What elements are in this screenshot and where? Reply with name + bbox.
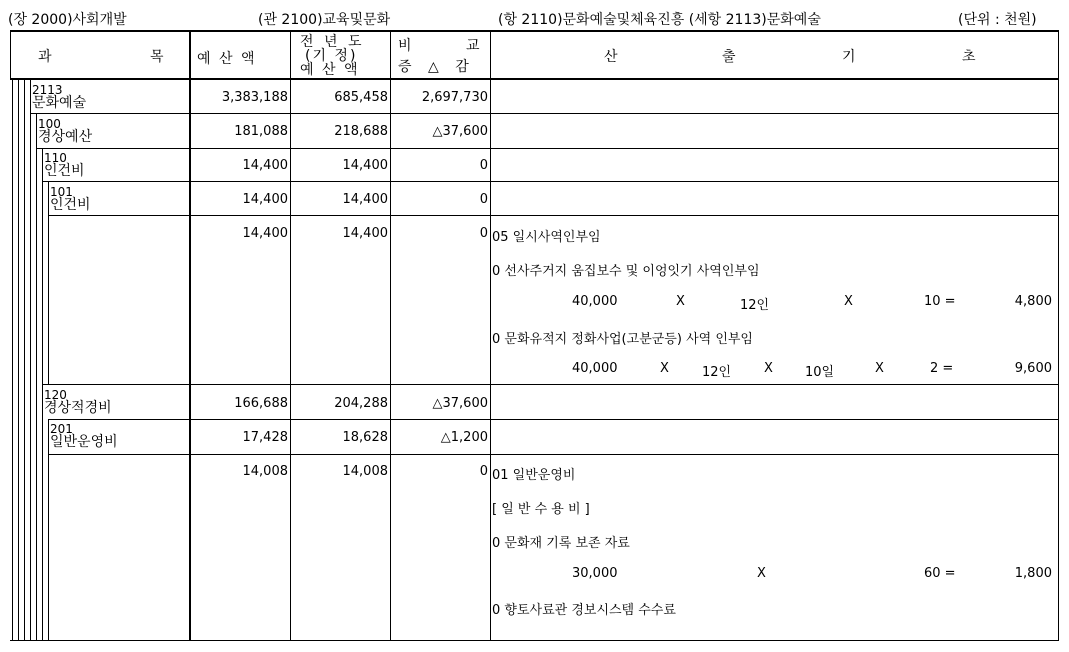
- row-name: 문화예술: [32, 95, 87, 111]
- basis-line: 0 선사주거지 움집보수 및 이엉잇기 사역인부임: [492, 264, 760, 279]
- basis-calc-value: 2 =: [930, 361, 954, 376]
- header-prev-3: 예 산 액: [300, 62, 360, 78]
- row-prev: 14,400: [342, 192, 388, 207]
- basis-calc-total: 1,800: [1014, 566, 1052, 581]
- row-prev: 14,400: [342, 226, 388, 241]
- hang-label: (항 2110)문화예술및체육진흥 (세항 2113)문화예술: [498, 12, 821, 28]
- basis-line: 01 일반운영비: [492, 468, 576, 483]
- row-diff: 0: [479, 226, 488, 241]
- jang-label: (장 2000)사회개발: [8, 12, 127, 28]
- basis-calc-value: 12인: [702, 365, 732, 380]
- row-diff: △37,600: [432, 124, 488, 139]
- basis-line: 05 일시사역인부임: [492, 230, 601, 245]
- row-code: 201: [50, 422, 73, 436]
- basis-calc-value: 40,000: [572, 361, 618, 376]
- basis-line: [ 일 반 수 용 비 ]: [492, 502, 590, 517]
- row-diff: 2,697,730: [421, 90, 488, 105]
- basis-calc-total: 4,800: [1014, 294, 1052, 309]
- row-prev: 218,688: [334, 124, 388, 139]
- row-name: 경상적경비: [44, 400, 112, 416]
- row-code: 120: [44, 388, 67, 402]
- row-prev: 14,400: [342, 158, 388, 173]
- row-name: 인건비: [44, 163, 85, 179]
- header-compare-a: 비: [398, 38, 412, 54]
- header-compare-b: 교: [466, 38, 480, 54]
- row-budget: 17,428: [242, 430, 288, 445]
- row-diff: 0: [479, 464, 488, 479]
- row-code: 110: [44, 151, 67, 165]
- row-code: 101: [50, 185, 73, 199]
- header-compare-2: 증 △ 감: [398, 59, 475, 75]
- unit-label: (단위 : 천원): [958, 12, 1037, 28]
- basis-calc-value: 60 =: [924, 566, 956, 581]
- row-budget: 14,400: [242, 158, 288, 173]
- row-budget: 166,688: [234, 396, 288, 411]
- basis-calc-value: 10일: [805, 365, 835, 380]
- row-budget: 14,400: [242, 192, 288, 207]
- row-budget: 14,008: [242, 464, 288, 479]
- row-diff: △37,600: [432, 396, 488, 411]
- basis-line: 0 문화유적지 정화사업(고분군등) 사역 인부임: [492, 332, 753, 347]
- row-name: 일반운영비: [50, 434, 118, 450]
- basis-calc-op: X: [660, 361, 669, 376]
- gwan-label: (관 2100)교육및문화: [258, 12, 391, 28]
- header-prev-2: (기 정): [305, 48, 358, 64]
- row-budget: 3,383,188: [221, 90, 288, 105]
- row-diff: 0: [479, 158, 488, 173]
- row-prev: 685,458: [334, 90, 388, 105]
- header-subject-b: 목: [150, 49, 164, 65]
- basis-calc-op: X: [875, 361, 884, 376]
- row-name: 경상예산: [38, 129, 93, 145]
- basis-calc-value: 10 =: [924, 294, 956, 309]
- row-prev: 204,288: [334, 396, 388, 411]
- basis-calc-op: X: [757, 566, 766, 581]
- header-basis-4: 초: [962, 49, 976, 65]
- header-basis-2: 출: [722, 49, 736, 65]
- header-basis-3: 기: [842, 49, 856, 65]
- basis-line: 0 문화재 기록 보존 자료: [492, 536, 630, 551]
- basis-calc-op: X: [844, 294, 853, 309]
- row-prev: 18,628: [342, 430, 388, 445]
- row-budget: 181,088: [234, 124, 288, 139]
- basis-calc-op: X: [676, 294, 685, 309]
- header-subject-a: 과: [38, 49, 52, 65]
- basis-calc-op: X: [764, 361, 773, 376]
- basis-calc-value: 40,000: [572, 294, 618, 309]
- row-prev: 14,008: [342, 464, 388, 479]
- row-diff: △1,200: [440, 430, 488, 445]
- row-diff: 0: [479, 192, 488, 207]
- basis-line: 0 향토사료관 경보시스템 수수료: [492, 603, 676, 618]
- row-code: 2113: [32, 83, 63, 97]
- basis-calc-value: 12인: [740, 298, 770, 313]
- header-prev-1: 전 년 도: [300, 34, 365, 50]
- row-code: 100: [38, 117, 61, 131]
- row-name: 인건비: [50, 197, 91, 213]
- header-budget: 예 산 액: [197, 51, 257, 67]
- row-budget: 14,400: [242, 226, 288, 241]
- header-basis-1: 산: [604, 49, 618, 65]
- basis-calc-value: 30,000: [572, 566, 618, 581]
- basis-calc-total: 9,600: [1014, 361, 1052, 376]
